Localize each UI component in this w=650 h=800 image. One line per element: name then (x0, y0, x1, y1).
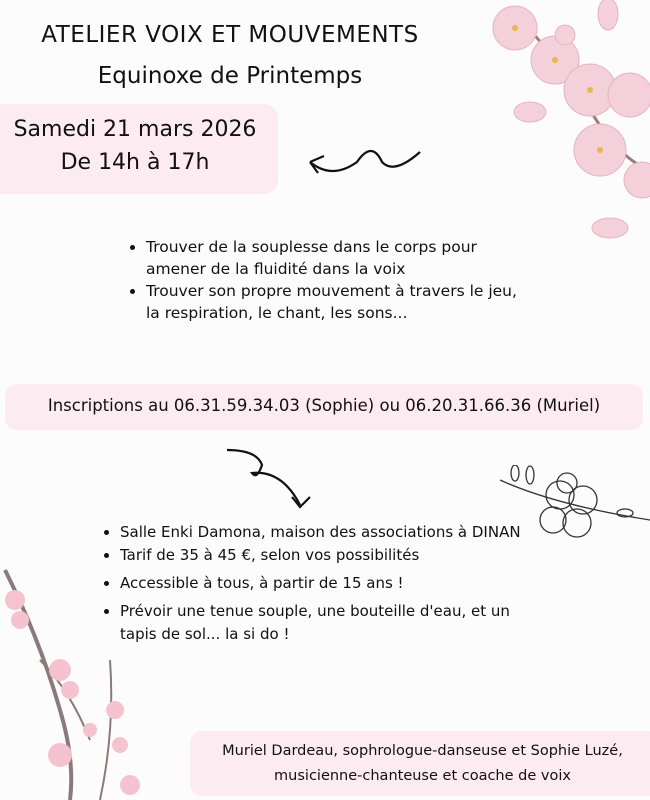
event-time: De 14h à 17h (60, 150, 210, 175)
credits-line: Muriel Dardeau, sophrologue-danseuse et Sophie Luzé, (222, 743, 623, 759)
credits-line: musicienne-chanteuse et coache de voix (274, 768, 571, 784)
cherry-blossom-branch-top-icon (480, 0, 650, 250)
page-subtitle: Equinoxe de Printemps (97, 63, 363, 89)
detail-item: • Salle Enki Damona, maison des associations à DINAN (120, 521, 542, 544)
curved-arrow-left-icon (302, 140, 424, 180)
detail-item: • Tarif de 35 à 45 €, selon vos possibilités (120, 544, 542, 567)
goals-list (128, 236, 528, 324)
goal-item: • Trouver son propre mouvement à travers le jeu, la respiration, le chant, les sons... (146, 280, 528, 324)
detail-item: • Accessible à tous, à partir de 15 ans ! (120, 572, 542, 595)
details-list (102, 521, 542, 651)
registration-text: Inscriptions au 06.31.59.34.03 (Sophie) ou 06.20.31.66.36 (Muriel) (47, 396, 601, 415)
detail-item: • Prévoir une tenue souple, une bouteille d'eau, et un tapis de sol... la si do ! (120, 600, 542, 646)
event-date: Samedi 21 mars 2026 (13, 117, 257, 142)
curved-arrow-down-icon (222, 445, 322, 515)
page-title: ATELIER VOIX ET MOUVEMENTS (41, 22, 419, 48)
goal-item: • Trouver de la souplesse dans le corps pour amener de la fluidité dans la voix (146, 236, 528, 280)
credits-text (195, 739, 650, 789)
